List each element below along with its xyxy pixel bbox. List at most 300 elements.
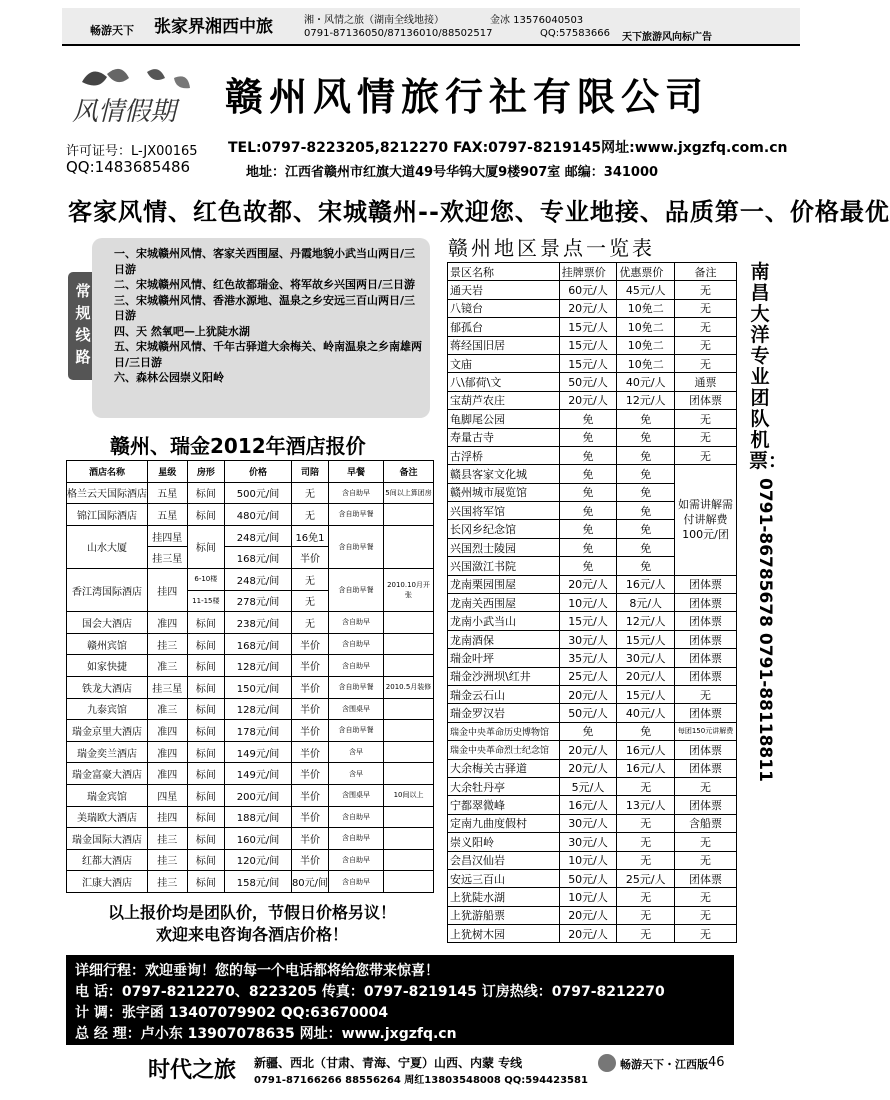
discount-price: 无 [617, 906, 675, 924]
routes-tab: 常 规 线 路 [68, 272, 98, 380]
header-cell: 优惠票价 [617, 263, 675, 281]
slogan: 客家风情、红色故都、宋城赣州--欢迎您、专业地接、品质第一、价格最优 [68, 198, 890, 226]
discount-price: 无 [617, 777, 675, 795]
table-row [448, 575, 737, 593]
hotel-guide: 半价 [291, 784, 328, 806]
hotel-guide: 半价 [291, 698, 328, 720]
attraction-note: 无 [675, 925, 737, 943]
attraction-name: 瑞金云石山 [448, 685, 560, 703]
table-row [67, 849, 434, 871]
discount-price: 无 [617, 925, 675, 943]
footer-brand: 畅游天下・江西版 [620, 1058, 708, 1071]
hotel-breakfast: 含自助早 [329, 849, 384, 871]
attraction-note: 无 [675, 851, 737, 869]
discount-price: 15元/人 [617, 630, 675, 648]
list-price: 20元/人 [559, 685, 617, 703]
table-row [448, 685, 737, 703]
attraction-name: 兴国将军馆 [448, 502, 560, 520]
attraction-name: 寿量古寺 [448, 428, 560, 446]
hotel-price: 168元/间 [225, 547, 292, 569]
attraction-note: 无 [675, 428, 737, 446]
attraction-note: 团体票 [675, 704, 737, 722]
attraction-name: 瑞金沙洲坝\红井 [448, 667, 560, 685]
hotel-guide: 半价 [291, 849, 328, 871]
attraction-note: 含船票 [675, 814, 737, 832]
license-number: 许可证号：L-JX00165 [66, 144, 198, 159]
hotel-name: 铁龙大酒店 [67, 676, 148, 698]
list-price: 10元/人 [559, 888, 617, 906]
hotel-note [384, 763, 434, 785]
list-price: 30元/人 [559, 833, 617, 851]
discount-price: 无 [617, 851, 675, 869]
table-header-row [67, 461, 434, 483]
table-row [448, 814, 737, 832]
hotel-room: 标间 [187, 698, 225, 720]
header-cell: 景区名称 [448, 263, 560, 281]
hotel-room: 标间 [187, 504, 225, 526]
table-row [448, 759, 737, 777]
hotel-guide: 16免1 [291, 525, 328, 547]
discount-price: 12元/人 [617, 391, 675, 409]
hotel-price: 500元/间 [225, 482, 292, 504]
attraction-note: 无 [675, 446, 737, 464]
hotel-guide: 半价 [291, 763, 328, 785]
attraction-name: 瑞金中央革命历史博物馆 [448, 722, 560, 740]
hotel-note [384, 633, 434, 655]
hotel-note-line: 欢迎来电咨询各酒店价格！ [155, 925, 348, 944]
discount-price: 免 [617, 538, 675, 556]
attraction-name: 蒋经国旧居 [448, 336, 560, 354]
hotel-price: 238元/间 [225, 612, 292, 634]
hotel-price: 128元/间 [225, 698, 292, 720]
attraction-note: 团体票 [675, 391, 737, 409]
table-row [67, 568, 434, 590]
attraction-name: 文庙 [448, 354, 560, 372]
hotel-note: 2010.10月开张 [384, 568, 434, 611]
hotel-note [384, 871, 434, 893]
hotel-star: 准四 [148, 720, 188, 742]
route-item: 三、宋城赣州风情、香港水源地、温泉之乡安远三百山两日/三日游 [114, 293, 416, 322]
attraction-name: 长冈乡纪念馆 [448, 520, 560, 538]
hotel-star: 挂四 [148, 806, 188, 828]
hotel-breakfast: 含自助早餐 [329, 525, 384, 568]
header-cell: 备注 [675, 263, 737, 281]
hotel-note [384, 612, 434, 634]
hotel-guide: 半价 [291, 547, 328, 569]
footer-title: 时代之旅 [148, 1058, 237, 1083]
list-price: 免 [559, 557, 617, 575]
banner-ad: 天下旅游风向标广告 [622, 32, 712, 43]
hotel-star: 准三 [148, 698, 188, 720]
list-price: 免 [559, 520, 617, 538]
hotel-star: 挂四星 [148, 525, 188, 547]
table-row [448, 373, 737, 391]
table-row [448, 630, 737, 648]
attraction-note: 团体票 [675, 796, 737, 814]
hotel-room: 标间 [187, 525, 225, 568]
discount-price: 40元/人 [617, 373, 675, 391]
hotel-name: 瑞金奕兰酒店 [67, 741, 148, 763]
hotel-name: 如家快捷 [67, 655, 148, 677]
attraction-name: 宁都翠微峰 [448, 796, 560, 814]
hotel-name: 瑞金京里大酒店 [67, 720, 148, 742]
hotel-note [384, 655, 434, 677]
attraction-name: 八镜台 [448, 299, 560, 317]
hotel-guide: 无 [291, 568, 328, 590]
attraction-name: 龙南栗园围屋 [448, 575, 560, 593]
discount-price: 免 [617, 410, 675, 428]
list-price: 20元/人 [559, 925, 617, 943]
table-row [448, 446, 737, 464]
discount-price: 免 [617, 465, 675, 483]
attraction-name: 定南九曲度假村 [448, 814, 560, 832]
hotel-table [66, 460, 434, 893]
header-cell: 早餐 [329, 461, 384, 483]
hotel-breakfast: 含自助早 [329, 482, 384, 504]
hotel-star: 准四 [148, 741, 188, 763]
hotel-price: 278元/间 [225, 590, 292, 612]
discount-price: 免 [617, 446, 675, 464]
company-qq: QQ:1483685486 [66, 158, 191, 176]
attraction-note: 无 [675, 888, 737, 906]
hotel-note [384, 504, 434, 526]
discount-price: 25元/人 [617, 869, 675, 887]
table-row [448, 391, 737, 409]
hotel-note [384, 525, 434, 568]
attraction-note: 每团150元讲解费 [675, 722, 737, 740]
hotel-name: 汇康大酒店 [67, 871, 148, 893]
hotel-star: 五星 [148, 504, 188, 526]
attraction-note: 通票 [675, 373, 737, 391]
table-row [67, 720, 434, 742]
table-row [448, 833, 737, 851]
table-row [67, 871, 434, 893]
table-row [67, 784, 434, 806]
hotel-name: 九泰宾馆 [67, 698, 148, 720]
list-price: 20元/人 [559, 299, 617, 317]
list-price: 20元/人 [559, 906, 617, 924]
hotel-breakfast: 含自助早 [329, 871, 384, 893]
attraction-name: 郁孤台 [448, 318, 560, 336]
table-row [448, 281, 737, 299]
hotel-note: 2010.5月装修 [384, 676, 434, 698]
table-row [67, 698, 434, 720]
list-price: 免 [559, 502, 617, 520]
attraction-name: 会昌汉仙岩 [448, 851, 560, 869]
hotel-guide: 无 [291, 612, 328, 634]
company-name: 赣州风情旅行社有限公司 [225, 74, 710, 119]
table-row [67, 482, 434, 504]
routes-box [92, 238, 430, 418]
list-price: 15元/人 [559, 318, 617, 336]
contact-line: 详细行程：欢迎垂询！您的每一个电话都将给您带来惊喜！ [75, 963, 439, 979]
discount-price: 无 [617, 833, 675, 851]
hotel-guide: 无 [291, 590, 328, 612]
hotel-breakfast: 含自助早 [329, 806, 384, 828]
hotel-room: 标间 [187, 612, 225, 634]
route-item: 二、宋城赣州风情、红色故都瑞金、将军故乡兴国两日/三日游 [114, 278, 416, 291]
hotel-breakfast: 含自助早 [329, 655, 384, 677]
list-price: 20元/人 [559, 575, 617, 593]
list-price: 10元/人 [559, 594, 617, 612]
contact-line: 计 调：张宇函 13407079902 QQ:63670004 [75, 1005, 389, 1021]
hotel-room: 标间 [187, 806, 225, 828]
attraction-note: 团体票 [675, 630, 737, 648]
attraction-note: 无 [675, 410, 737, 428]
hotel-note [384, 720, 434, 742]
hotel-guide: 无 [291, 482, 328, 504]
attraction-name: 上犹陡水湖 [448, 888, 560, 906]
table-row [448, 318, 737, 336]
list-price: 免 [559, 722, 617, 740]
list-price: 15元/人 [559, 354, 617, 372]
table-row [67, 806, 434, 828]
list-price: 5元/人 [559, 777, 617, 795]
table-row [67, 741, 434, 763]
list-price: 60元/人 [559, 281, 617, 299]
list-price: 25元/人 [559, 667, 617, 685]
hotel-room: 标间 [187, 633, 225, 655]
hotel-room: 标间 [187, 871, 225, 893]
list-price: 免 [559, 410, 617, 428]
header-cell: 挂牌票价 [559, 263, 617, 281]
attraction-note: 无 [675, 906, 737, 924]
airline-ad-title: 南昌大洋专业团队机票： [749, 261, 788, 472]
hotel-name: 格兰云天国际酒店 [67, 482, 148, 504]
table-row [448, 612, 737, 630]
hotel-price: 128元/间 [225, 655, 292, 677]
route-item: 四、天 然氧吧—上犹陡水湖 [114, 324, 250, 338]
table-row [448, 888, 737, 906]
attraction-name: 宝葫芦农庄 [448, 391, 560, 409]
discount-price: 15元/人 [617, 685, 675, 703]
hotel-price: 248元/间 [225, 568, 292, 590]
discount-price: 10免二 [617, 299, 675, 317]
hotel-price: 480元/间 [225, 504, 292, 526]
hotel-note-box [72, 902, 432, 946]
discount-price: 免 [617, 557, 675, 575]
attraction-note: 无 [675, 318, 737, 336]
list-price: 30元/人 [559, 814, 617, 832]
banner-desc: 湘・风情之旅（湖南全线地接） [304, 15, 444, 26]
discount-price: 16元/人 [617, 741, 675, 759]
table-row [448, 796, 737, 814]
table-row [448, 741, 737, 759]
attraction-name: 兴国烈士陵园 [448, 538, 560, 556]
hotel-price: 248元/间 [225, 525, 292, 547]
hotel-guide: 半价 [291, 676, 328, 698]
attraction-note: 无 [675, 777, 737, 795]
hotel-breakfast: 含早 [329, 763, 384, 785]
attraction-name: 龙南小武当山 [448, 612, 560, 630]
table-row [67, 655, 434, 677]
hotel-price: 150元/间 [225, 676, 292, 698]
discount-price: 13元/人 [617, 796, 675, 814]
attraction-name: 八\郁荷\文 [448, 373, 560, 391]
table-row [448, 722, 737, 740]
table-row [448, 465, 737, 483]
table-row [448, 410, 737, 428]
hotel-note: 5间以上算团房 [384, 482, 434, 504]
airline-ad-phones: 0791-86785678 0791-88118811 [755, 478, 775, 782]
discount-price: 免 [617, 428, 675, 446]
discount-price: 16元/人 [617, 759, 675, 777]
list-price: 免 [559, 465, 617, 483]
attraction-name: 龙南关西围屋 [448, 594, 560, 612]
hotel-name: 瑞金国际大酒店 [67, 828, 148, 850]
banner-phones: 0791-87136050/87136010/88502517 [304, 28, 493, 39]
hotel-note [384, 806, 434, 828]
table-row [448, 354, 737, 372]
table-row [448, 336, 737, 354]
hotel-note-line: 以上报价均是团队价，节假日价格另议！ [107, 903, 396, 922]
attraction-note: 团体票 [675, 612, 737, 630]
discount-price: 16元/人 [617, 575, 675, 593]
hotel-guide: 半价 [291, 720, 328, 742]
attraction-note: 无 [675, 281, 737, 299]
hotel-room: 标间 [187, 482, 225, 504]
svg-text:风情假期: 风情假期 [72, 97, 177, 127]
discount-price: 45元/人 [617, 281, 675, 299]
table-row [448, 428, 737, 446]
list-price: 免 [559, 538, 617, 556]
attractions-title: 赣州地区景点一览表 [448, 236, 655, 260]
list-price: 免 [559, 446, 617, 464]
hotel-name: 锦江国际酒店 [67, 504, 148, 526]
list-price: 20元/人 [559, 759, 617, 777]
banner-left: 畅游天下 [90, 24, 134, 37]
company-logo [62, 62, 222, 144]
hotel-price: 149元/间 [225, 741, 292, 763]
table-row [67, 676, 434, 698]
hotel-star: 挂三 [148, 849, 188, 871]
discount-price: 10免二 [617, 318, 675, 336]
hotel-star: 挂三星 [148, 547, 188, 569]
hotel-room: 标间 [187, 784, 225, 806]
hotel-guide: 半价 [291, 828, 328, 850]
brand-icon [598, 1054, 616, 1072]
discount-price: 20元/人 [617, 667, 675, 685]
hotel-breakfast: 含自助早餐 [329, 568, 384, 611]
hotel-star: 准四 [148, 612, 188, 634]
table-row [67, 504, 434, 526]
attraction-name: 大余牡丹亭 [448, 777, 560, 795]
hotel-price: 120元/间 [225, 849, 292, 871]
table-row [67, 633, 434, 655]
discount-price: 30元/人 [617, 649, 675, 667]
banner-qq: QQ:57583666 [540, 28, 611, 39]
hotel-breakfast: 含自助早 [329, 612, 384, 634]
header-cell: 星级 [148, 461, 188, 483]
table-row [448, 649, 737, 667]
hotel-star: 挂四 [148, 568, 188, 611]
header-cell: 房形 [187, 461, 225, 483]
list-price: 20元/人 [559, 741, 617, 759]
merged-note-cell: 如需讲解需付讲解费100元/团 [675, 465, 737, 575]
list-price: 35元/人 [559, 649, 617, 667]
banner-agency: 张家界湘西中旅 [154, 17, 273, 37]
hotel-guide: 80元/间 [291, 871, 328, 893]
table-row [448, 777, 737, 795]
route-item: 六、森林公园崇义阳岭 [114, 371, 224, 384]
hotel-star: 五星 [148, 482, 188, 504]
attraction-name: 瑞金中央革命烈士纪念馆 [448, 741, 560, 759]
hotel-star: 挂三 [148, 633, 188, 655]
discount-price: 免 [617, 520, 675, 538]
attraction-name: 兴国潋江书院 [448, 557, 560, 575]
banner-contact: 金冰 13576040503 [490, 15, 584, 26]
tel-fax: TEL:0797-8223205,8212270 FAX:0797-8219145网址:www.jxgzfq.com.cn [228, 140, 788, 156]
attractions-body [448, 281, 737, 943]
list-price: 50元/人 [559, 373, 617, 391]
hotel-guide: 半价 [291, 633, 328, 655]
hotel-star: 准四 [148, 763, 188, 785]
attraction-name: 通天岩 [448, 281, 560, 299]
hotel-price: 158元/间 [225, 871, 292, 893]
discount-price: 12元/人 [617, 612, 675, 630]
contact-line: 总 经 理：卢小东 13907078635 网址：www.jxgzfq.cn [75, 1026, 457, 1042]
discount-price: 无 [617, 814, 675, 832]
list-price: 10元/人 [559, 851, 617, 869]
hotel-price: 160元/间 [225, 828, 292, 850]
attraction-note: 无 [675, 336, 737, 354]
list-price: 50元/人 [559, 704, 617, 722]
hotel-name: 山水大厦 [67, 525, 148, 568]
attraction-note: 团体票 [675, 759, 737, 777]
hotel-guide: 无 [291, 504, 328, 526]
hotel-note [384, 849, 434, 871]
discount-price: 免 [617, 722, 675, 740]
discount-price: 10免二 [617, 354, 675, 372]
hotel-room: 标间 [187, 676, 225, 698]
discount-price: 10免二 [617, 336, 675, 354]
list-price: 15元/人 [559, 612, 617, 630]
hotel-guide: 半价 [291, 655, 328, 677]
top-banner [62, 8, 800, 46]
hotel-star: 挂三 [148, 871, 188, 893]
hotel-guide: 半价 [291, 741, 328, 763]
hotel-price: 168元/间 [225, 633, 292, 655]
route-item: 五、宋城赣州风情、千年古驿道大余梅关、岭南温泉之乡南雄两日/三日游 [114, 340, 422, 369]
header-cell: 酒店名称 [67, 461, 148, 483]
table-row [448, 704, 737, 722]
hotel-breakfast: 含围桌早 [329, 784, 384, 806]
attraction-note: 团体票 [675, 741, 737, 759]
hotel-price: 149元/间 [225, 763, 292, 785]
table-row [448, 869, 737, 887]
hotel-breakfast: 含自助早餐 [329, 504, 384, 526]
hotel-room: 标间 [187, 720, 225, 742]
attraction-note: 无 [675, 299, 737, 317]
attraction-name: 上犹树木园 [448, 925, 560, 943]
hotel-note [384, 741, 434, 763]
hotel-breakfast: 含自助早 [329, 633, 384, 655]
discount-price: 8元/人 [617, 594, 675, 612]
footer-line: 0791-87166266 88556264 周红13803548008 QQ:594423581 [254, 1075, 588, 1086]
hotel-breakfast: 含早 [329, 741, 384, 763]
attraction-note: 无 [675, 685, 737, 703]
hotel-title: 赣州、瑞金2012年酒店报价 [110, 434, 366, 458]
table-row [448, 594, 737, 612]
list-price: 50元/人 [559, 869, 617, 887]
hotel-note [384, 698, 434, 720]
attraction-name: 龟脚尾公园 [448, 410, 560, 428]
hotel-room: 标间 [187, 741, 225, 763]
hotel-star: 挂三星 [148, 676, 188, 698]
hotel-note: 10间以上 [384, 784, 434, 806]
attraction-name: 龙南酒保 [448, 630, 560, 648]
contact-line: 电 话：0797-8212270、8223205 传真：0797-8219145 订房热线：0797-8212270 [75, 984, 665, 1000]
